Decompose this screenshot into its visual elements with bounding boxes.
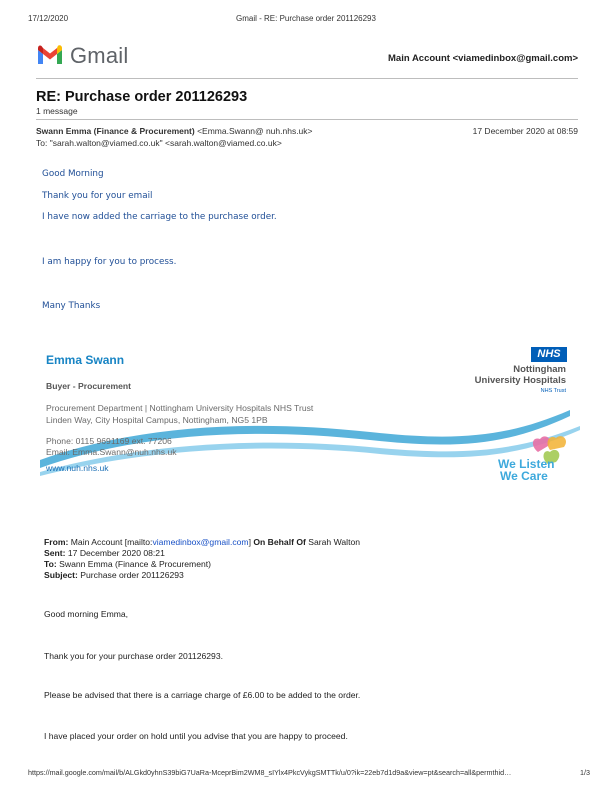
forward-to-value: Swann Emma (Finance & Procurement) <box>59 559 212 569</box>
org-line-1: Nottingham <box>513 364 566 375</box>
forward-from-email-link[interactable]: viamedinbox@gmail.com <box>152 537 249 547</box>
forward-behalf-value: Sarah Walton <box>308 537 361 547</box>
forward-from <box>44 537 360 547</box>
forward-from-value: Main Account [mailto: <box>70 537 153 547</box>
slogan <box>498 458 554 482</box>
account-label: Main Account <viamedinbox@gmail.com> <box>388 53 578 64</box>
recipient: To: "sarah.walton@viamed.co.uk" <sarah.walton@viamed.co.uk> <box>36 138 282 148</box>
forward-to <box>44 559 211 569</box>
print-date: 17/12/2020 <box>28 14 69 23</box>
forward-sent-label: Sent: <box>44 548 66 558</box>
signature-dept: Procurement Department | Nottingham University Hospitals NHS Trust <box>46 403 314 413</box>
message-date: 17 December 2020 at 08:59 <box>472 126 578 136</box>
org-line-2: University Hospitals <box>474 375 566 386</box>
body-line-3: I am happy for you to process. <box>42 257 177 267</box>
forward-subject-label: Subject: <box>44 570 78 580</box>
body-line-1: Thank you for your email <box>42 191 153 201</box>
forward-from-label: From: <box>44 537 69 547</box>
thread-divider <box>36 119 578 120</box>
header-divider <box>36 78 578 79</box>
slogan-line-1: We Listen <box>498 457 555 471</box>
sender <box>36 126 313 136</box>
forward-from-close: ] <box>248 537 251 547</box>
sender-address: <Emma.Swann@ nuh.nhs.uk> <box>197 126 313 136</box>
body-greeting: Good Morning <box>42 169 104 179</box>
forward-sent <box>44 548 165 558</box>
forward-paragraph-2: Please be advised that there is a carriage charge of £6.00 to be added to the order. <box>44 690 361 700</box>
message-count: 1 message <box>36 106 78 116</box>
signature-phone: Phone: 0115 9691169 ext. 77206 <box>46 436 172 446</box>
signature-email: Email: Emma.Swann@nuh.nhs.uk <box>46 447 177 457</box>
forward-subject-value: Purchase order 201126293 <box>80 570 184 580</box>
print-title: Gmail - RE: Purchase order 201126293 <box>236 14 376 23</box>
slogan-line-2: We Care <box>500 469 548 483</box>
forward-paragraph-1: Thank you for your purchase order 201126293. <box>44 651 223 661</box>
signature-address: Linden Way, City Hospital Campus, Nottingham, NG5 1PB <box>46 415 268 425</box>
forward-behalf-label: On Behalf Of <box>253 537 306 547</box>
signature-role: Buyer - Procurement <box>46 381 132 391</box>
gmail-logo-icon <box>36 44 64 66</box>
sender-name: Swann Emma (Finance & Procurement) <box>36 126 195 136</box>
signature-website-link[interactable]: www.nuh.nhs.uk <box>46 463 109 473</box>
signature-name: Emma Swann <box>46 353 125 367</box>
forward-subject <box>44 570 184 580</box>
page-number: 1/3 <box>580 768 590 777</box>
thread-subject: RE: Purchase order 201126293 <box>36 89 248 105</box>
body-line-2: I have now added the carriage to the purchase order. <box>42 212 277 222</box>
forward-to-label: To: <box>44 559 57 569</box>
nhs-logo-icon: NHS <box>531 347 567 362</box>
body-signoff: Many Thanks <box>42 301 101 311</box>
forward-greeting: Good morning Emma, <box>44 609 129 619</box>
forward-paragraph-3: I have placed your order on hold until you advise that you are happy to proceed. <box>44 731 348 741</box>
nhs-org-name <box>475 364 566 397</box>
forward-sent-value: 17 December 2020 08:21 <box>67 548 165 558</box>
org-line-3: NHS Trust <box>540 388 566 394</box>
gmail-wordmark: Gmail <box>70 43 129 68</box>
print-url: https://mail.google.com/mail/b/ALGkd0yhnS39biG7UaRa-MceprBim2WM8_sIYlx4PkcVykgSMTTk/u/0?ik=22eb7d1d9a&view=pt&search=all&permthid… <box>28 768 512 777</box>
email-signature <box>40 340 580 500</box>
